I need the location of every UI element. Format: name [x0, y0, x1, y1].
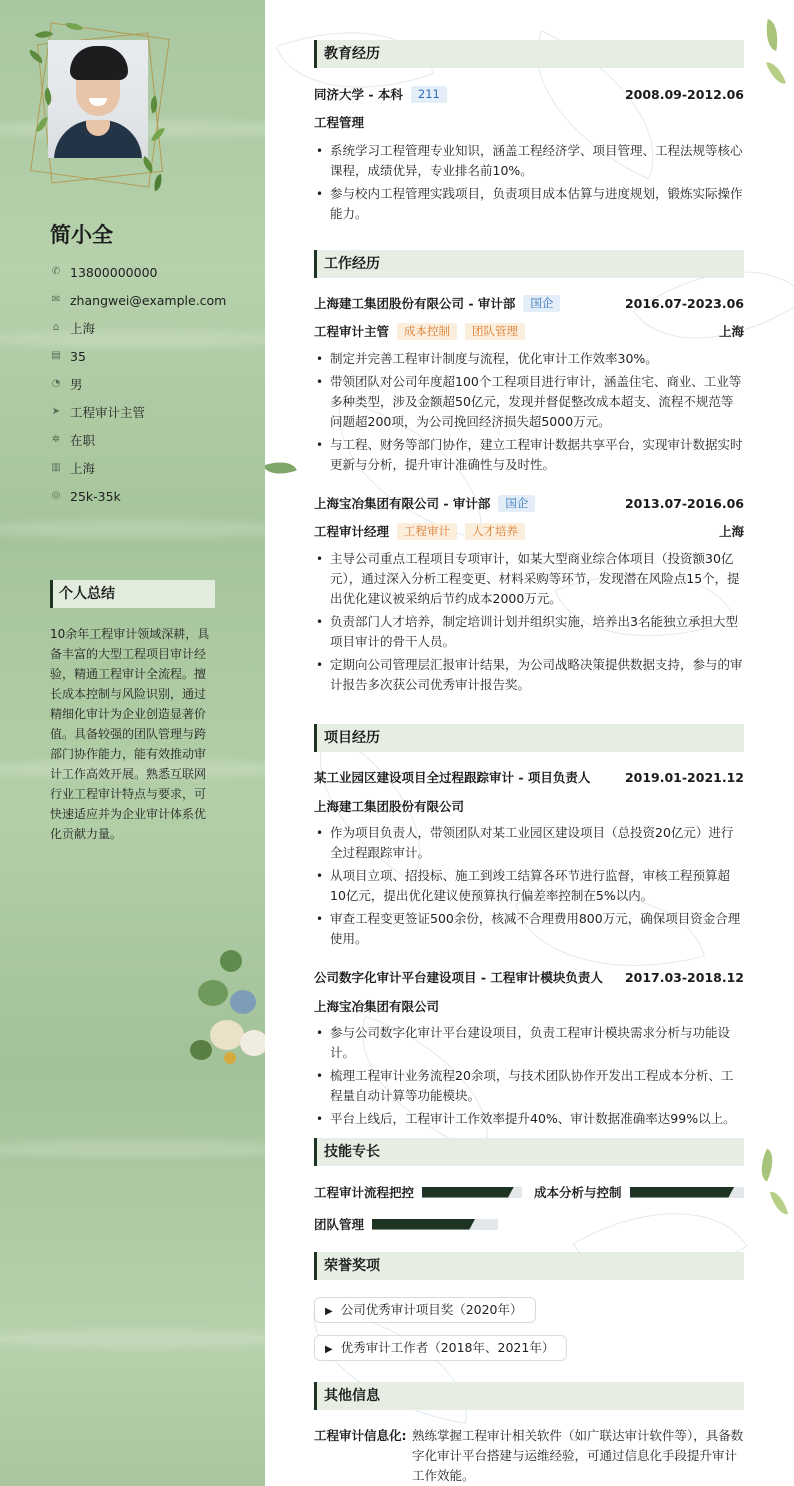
contact-info-list — [50, 258, 226, 510]
skill-bar-fill — [422, 1187, 514, 1198]
info-row-phone — [50, 258, 226, 286]
salary-value: 25k-35k — [70, 488, 121, 504]
flower-decoration — [180, 930, 265, 1090]
summary-text: 10余年工程审计领域深耕，具备丰富的大型工程项目审计经验，精通工程审计全流程。擅长成本控制与风险识别，通过精细化审计为企业创造显著价值。具备较强的团队管理与跨部门协作能力，能有效推动审计工作高效开展。熟悉互联网行业工程审计特点与要求，可快速适应并为企业审计体系优化贡献力量。 — [50, 627, 210, 841]
job-role-row — [314, 521, 744, 541]
project-period: 2019.01-2021.12 — [624, 769, 744, 785]
list-item: • 系统学习工程管理专业知识，涵盖工程经济学、项目管理、工程法规等核心课程，成绩优异，专业排名前10%。 — [314, 141, 744, 181]
project-name: 公司数字化审计平台建设项目 - 工程审计模块负责人 — [314, 970, 603, 985]
list-item: • 制定并完善工程审计制度与流程，优化审计工作效率30%。 — [314, 349, 744, 369]
company-tag: 国企 — [523, 295, 560, 312]
job-city: 上海 — [718, 324, 744, 339]
skill-tag: 工程审计 — [397, 523, 457, 540]
city-icon: ▥ — [51, 462, 61, 473]
list-item: • 平台上线后，工程审计工作效率提升40%、审计数据准确率达99%以上。 — [314, 1109, 744, 1129]
status-icon: ✲ — [51, 434, 61, 445]
company-tag: 国企 — [498, 495, 535, 512]
list-item: • 负责部门人才培养，制定培训计划并组织实施，培养出3名能独立承担大型项目审计的骨干人员。 — [314, 612, 744, 652]
skill-tag: 成本控制 — [397, 323, 457, 340]
skill-tag: 团队管理 — [465, 323, 525, 340]
info-row-location — [50, 314, 226, 342]
info-row-email — [50, 286, 226, 314]
list-item: • 与工程、财务等部门协作，建立工程审计数据共享平台，实现审计数据实时更新与分析，提升审计准确性与及时性。 — [314, 435, 744, 475]
list-item: • 主导公司重点工程项目专项审计，如某大型商业综合体项目（投资额30亿元），通过深入分析工程变更、材料采购等环节，发现潜在风险点15个，提出优化建议被采纳后节约成本2000万元。 — [314, 549, 744, 609]
other-info-row — [314, 1426, 744, 1486]
age-value: 35 — [70, 348, 86, 364]
job-city: 上海 — [718, 524, 744, 539]
skill-item — [314, 1183, 522, 1201]
info-row-status — [50, 426, 226, 454]
other-info-value: 熟练掌握工程审计相关软件（如广联达审计软件等），具备数字化审计平台搭建与运维经验，可通过信息化手段提升审计工作效能。 — [412, 1428, 744, 1483]
location-value: 上海 — [70, 321, 96, 336]
info-row-gender — [50, 370, 226, 398]
leaf-decoration — [152, 174, 164, 191]
leaf-decoration — [754, 1148, 779, 1181]
education-period: 2008.09-2012.06 — [624, 86, 744, 102]
skill-tag: 人才培养 — [465, 523, 525, 540]
projects-section-title: 项目经历 — [314, 724, 744, 752]
job-bullets — [314, 349, 744, 478]
skill-bar-fill — [372, 1219, 475, 1230]
salary-icon: ◎ — [51, 490, 61, 501]
main-content — [265, 0, 794, 1486]
info-row-position — [50, 398, 226, 426]
awards-section-title: 荣誉奖项 — [314, 1252, 744, 1280]
education-bullets — [314, 141, 744, 227]
list-item: • 参与校内工程管理实践项目，负责项目成本估算与进度规划，锻炼实际操作能力。 — [314, 184, 744, 224]
job-role: 工程审计经理 — [314, 524, 390, 539]
skill-name: 成本分析与控制 — [534, 1185, 622, 1200]
list-item: • 带领团队对公司年度超100个工程项目进行审计，涵盖住宅、商业、工业等多种类型，涉及金额超50亿元，发现并督促整改成本超支、流程不规范等问题超200项，为公司挽回经济损失超5000万元。 — [314, 372, 744, 432]
skill-bar — [630, 1187, 744, 1198]
list-item: • 从项目立项、招投标、施工到竣工结算各环节进行监督，审核工程预算超10亿元，提出优化建议使预算执行偏差率控制在5%以内。 — [314, 866, 744, 906]
award-label: 优秀审计工作者（2018年、2021年） — [340, 1340, 555, 1355]
project-header — [314, 967, 744, 987]
company-name: 上海宝冶集团有限公司 - 审计部 — [314, 496, 491, 511]
project-name: 某工业园区建设项目全过程跟踪审计 - 项目负责人 — [314, 770, 591, 785]
candidate-name: 简小全 — [50, 223, 113, 247]
company-name: 上海建工集团股份有限公司 - 审计部 — [314, 296, 516, 311]
background-streak — [0, 1330, 265, 1348]
info-row-city — [50, 454, 226, 482]
education-section-title: 教育经历 — [314, 40, 744, 68]
award-item[interactable] — [314, 1297, 536, 1323]
list-item: • 梳理工程审计业务流程20余项，与技术团队协作开发出工程成本分析、工程量自动计算等功能模块。 — [314, 1066, 744, 1106]
project-bullets — [314, 1023, 744, 1132]
leaf-decoration — [766, 59, 786, 88]
other-section-title: 其他信息 — [314, 1382, 744, 1410]
mail-icon: ✉ — [51, 294, 61, 305]
project-bullets — [314, 823, 744, 952]
email-value: zhangwei@example.com — [70, 292, 227, 308]
background-streak — [0, 520, 265, 538]
info-row-age — [50, 342, 226, 370]
city-value: 上海 — [70, 461, 96, 476]
job-bullets — [314, 549, 744, 698]
gender-icon: ◔ — [51, 378, 61, 389]
list-item: • 参与公司数字化审计平台建设项目，负责工程审计模块需求分析与功能设计。 — [314, 1023, 744, 1063]
list-item: • 定期向公司管理层汇报审计结果，为公司战略决策提供数据支持，参与的审计报告多次获公司优秀审计报告奖。 — [314, 655, 744, 695]
list-item: • 审查工程变更签证500余份，核减不合理费用800万元，确保项目资金合理使用。 — [314, 909, 744, 949]
triangle-right-icon: ▶ — [325, 1344, 333, 1355]
project-header — [314, 767, 744, 787]
school-name: 同济大学 - 本科 — [314, 87, 403, 102]
job-header — [314, 293, 744, 313]
skill-item — [314, 1215, 498, 1233]
job-period: 2016.07-2023.06 — [624, 295, 744, 311]
profile-photo — [48, 40, 148, 158]
background-streak — [0, 1140, 265, 1158]
award-label: 公司优秀审计项目奖（2020年） — [340, 1302, 523, 1317]
sidebar — [0, 0, 265, 1486]
job-role-row — [314, 321, 744, 341]
skill-name: 工程审计流程把控 — [314, 1185, 415, 1200]
summary-section-title: 个人总结 — [50, 580, 215, 608]
other-info-key: 工程审计信息化: — [314, 1428, 407, 1443]
award-item[interactable] — [314, 1335, 567, 1361]
project-period: 2017.03-2018.12 — [624, 969, 744, 985]
triangle-right-icon: ▶ — [325, 1306, 333, 1317]
list-item: • 作为项目负责人，带领团队对某工业园区建设项目（总投资20亿元）进行全过程跟踪审计。 — [314, 823, 744, 863]
info-row-salary — [50, 482, 226, 510]
school-tag: 211 — [411, 86, 447, 103]
phone-icon: ✆ — [51, 266, 61, 277]
avatar — [48, 40, 150, 158]
major: 工程管理 — [314, 115, 365, 130]
job-role: 工程审计主管 — [314, 324, 390, 339]
job-period: 2013.07-2016.06 — [624, 495, 744, 511]
leaf-decoration — [763, 19, 782, 51]
age-icon: ▤ — [51, 350, 61, 361]
education-header — [314, 84, 744, 104]
skills-section-title: 技能专长 — [314, 1138, 744, 1166]
gender-value: 男 — [70, 377, 83, 392]
position-icon: ➤ — [51, 406, 61, 417]
project-org: 上海建工集团股份有限公司 — [314, 799, 465, 814]
phone-value: 13800000000 — [70, 264, 158, 280]
status-value: 在职 — [70, 433, 96, 448]
skill-bar — [372, 1219, 498, 1230]
leaf-decoration — [265, 455, 297, 480]
position-value: 工程审计主管 — [70, 405, 146, 420]
skill-bar-fill — [630, 1187, 735, 1198]
skill-item — [534, 1183, 744, 1201]
leaf-decoration — [770, 1189, 788, 1217]
work-section-title: 工作经历 — [314, 250, 744, 278]
skill-bar — [422, 1187, 522, 1198]
skill-name: 团队管理 — [314, 1217, 365, 1232]
job-header — [314, 493, 744, 513]
project-org: 上海宝冶集团有限公司 — [314, 999, 440, 1014]
home-icon: ⌂ — [52, 322, 60, 333]
